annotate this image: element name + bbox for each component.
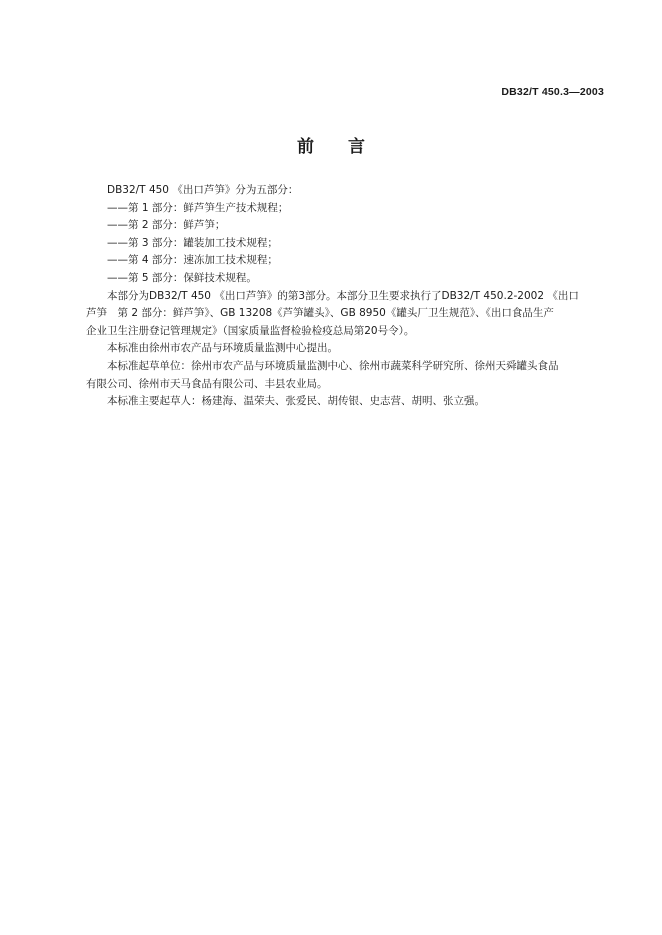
paragraph-line: 芦笋 第 2 部分：鲜芦笋》、GB 13208《芦笋罐头》、GB 8950《罐头厂卫生规范》、《出口食品生产	[86, 307, 554, 320]
document-code: DB32/T 450.3—2003	[501, 86, 604, 98]
paragraph-line: 本标准由徐州市农产品与环境质量监测中心提出。	[107, 342, 338, 355]
paragraph-proposer	[86, 340, 614, 358]
page-title: 前言	[297, 137, 399, 157]
paragraph-line: 本标准起草单位：徐州市农产品与环境质量监测中心、徐州市蔬菜科学研究所、徐州天舜罐头食品	[107, 359, 559, 372]
parts-list	[86, 200, 614, 288]
paragraph-line: 本标准主要起草人：杨建海、温荣夫、张爱民、胡传银、史志营、胡明、张立强。	[107, 395, 485, 408]
intro-line: DB32/T 450 《出口芦笋》分为五部分：	[107, 184, 299, 196]
list-item: ——第 2 部分：鲜芦笋；	[107, 219, 226, 232]
list-item: ——第 3 部分：罐装加工技术规程；	[107, 236, 278, 249]
paragraph-drafting-units	[86, 358, 614, 393]
paragraph-drafters	[86, 393, 614, 411]
paragraph-line: 企业卫生注册登记管理规定》（国家质量监督检验检疫总局第20号令）。	[86, 324, 415, 337]
list-item: ——第 1 部分：鲜芦笋生产技术规程；	[107, 201, 289, 214]
paragraph-line: 本部分为DB32/T 450 《出口芦笋》的第3部分。本部分卫生要求执行了DB32/T 450.2-2002 《出口	[107, 289, 579, 302]
foreword-body	[86, 182, 614, 411]
paragraph-scope	[86, 288, 614, 341]
paragraph-line: 有限公司、徐州市天马食品有限公司、丰县农业局。	[86, 377, 328, 390]
list-item: ——第 5 部分：保鲜技术规程。	[107, 271, 257, 284]
list-item: ——第 4 部分：速冻加工技术规程；	[107, 254, 278, 267]
